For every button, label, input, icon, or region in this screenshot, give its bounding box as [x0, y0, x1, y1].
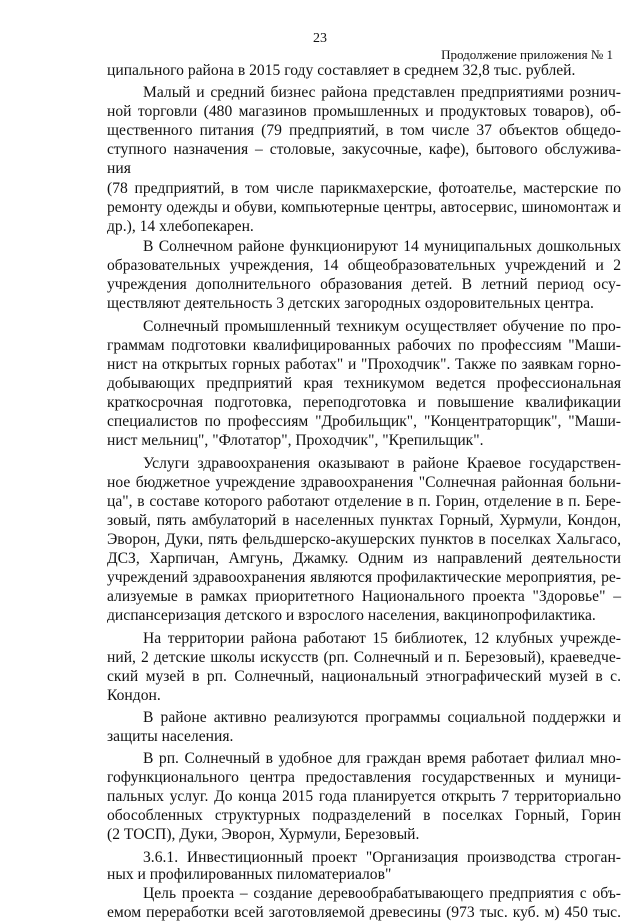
- text-line: др.), 14 хлебопекарен.: [107, 218, 254, 235]
- text-line: Малый и средний бизнес района представлен предприятиями рознич-: [143, 84, 621, 101]
- text-line: зовый, пять амбулаторий в населенных пунктах Горный, Хурмули, Кондон,: [107, 512, 621, 529]
- text-line: специалистов по профессиям "Дробильщик", "Концентраторщик", "Маши-: [107, 413, 621, 430]
- page-number: 23: [313, 31, 327, 46]
- text-line: ДСЗ, Харпичан, Амгунь, Джамку. Одним из направлений деятельности: [107, 550, 621, 567]
- text-line: На территории района работают 15 библиотек, 12 клубных учрежде-: [143, 630, 621, 647]
- text-line: емом переработки всей заготовляемой древесины (973 тыс. куб. м) 450 тыс.: [107, 904, 621, 921]
- text-line: ремонту одежды и обуви, компьютерные центры, автосервис, шиномонтаж и: [107, 199, 621, 216]
- text-line: ский музей в рп. Солнечный, национальный этнографический музей в с.: [107, 668, 621, 685]
- text-line: В районе активно реализуются программы социальной поддержки и: [143, 709, 621, 726]
- text-line: учреждения дополнительного образования детей. В летний период осу-: [107, 276, 621, 293]
- text-line: В рп. Солнечный в удобное для граждан время работает филиал мно-: [143, 750, 621, 767]
- text-line: ализуемые в рамках приоритетного Национального проекта "Здоровье" –: [107, 588, 621, 605]
- text-line: граммам подготовки квалифицированных рабочих по профессиям "Маши-: [107, 337, 621, 354]
- text-line: Эворон, Дуки, пять фельдшерско-акушерских пунктов в поселках Хальгасо,: [107, 531, 621, 548]
- text-line: нист на открытых горных работах" и "Проходчик". Также по заявкам горно-: [107, 356, 621, 373]
- appendix-continuation-note: Продолжение приложения № 1: [441, 47, 613, 62]
- text-line: нист мельниц", "Флотатор", Проходчик", "Крепильщик".: [107, 432, 484, 449]
- text-line: Услуги здравоохранения оказывают в районе Краевое государствен-: [143, 455, 621, 472]
- text-line: В Солнечном районе функционируют 14 муниципальных дошкольных: [143, 238, 621, 255]
- text-line: ципального района в 2015 году составляет в среднем 32,8 тыс. рублей.: [107, 62, 576, 79]
- text-line: ществляют деятельность 3 детских загородных оздоровительных центра.: [107, 295, 594, 312]
- text-line: защиты населения.: [107, 728, 234, 745]
- text-line: ступного назначения – столовые, закусочные, кафе), бытового обслужива-: [107, 141, 621, 158]
- text-line: Кондон.: [107, 687, 161, 704]
- text-line: гофункционального центра предоставления государственных и муници-: [107, 769, 621, 786]
- text-line: ца", в составе которого работают отделение в п. Горин, отделение в п. Бере-: [107, 493, 621, 510]
- section-heading: ных и профилированных пиломатериалов": [107, 866, 392, 883]
- text-line: диспансеризация детского и взрослого населения, вакцинопрофилактика.: [107, 607, 596, 624]
- text-line: пальных услуг. До конца 2015 года планируется открыть 7 территориально: [107, 788, 621, 805]
- text-line: ния: [107, 160, 131, 177]
- text-line: щественного питания (79 предприятий, в том числе 37 объектов общедо-: [107, 122, 621, 139]
- text-line: ное бюджетное учреждение здравоохранения "Солнечная районная больни-: [107, 474, 621, 491]
- text-line: добывающих предприятий края техникумом ведется профессиональная: [107, 375, 621, 392]
- text-line: (2 ТОСП), Дуки, Эворон, Хурмули, Березовый.: [107, 826, 420, 843]
- text-line: краткосрочная подготовка, переподготовка и повышение квалификации: [107, 394, 621, 411]
- section-heading: 3.6.1. Инвестиционный проект "Организация производства строган-: [143, 849, 621, 866]
- text-line: образовательных учреждения, 14 общеобразовательных учреждений и 2: [107, 257, 621, 274]
- text-line: учреждений здравоохранения являются профилактические мероприятия, ре-: [107, 569, 621, 586]
- text-line: ной торговли (480 магазинов промышленных и продуктовых товаров), об-: [107, 103, 621, 120]
- text-line: обособленных структурных подразделений в поселках Горный, Горин: [107, 807, 621, 824]
- text-line: Цель проекта – создание деревообрабатывающего предприятия с объ-: [143, 885, 621, 902]
- text-line: Солнечный промышленный техникум осуществляет обучение по про-: [143, 318, 621, 335]
- text-line: (78 предприятий, в том числе парикмахерские, фотоателье, мастерские по: [107, 180, 621, 197]
- text-line: ний, 2 детские школы искусств (рп. Солнечный и п. Березовый), краеведче-: [107, 649, 621, 666]
